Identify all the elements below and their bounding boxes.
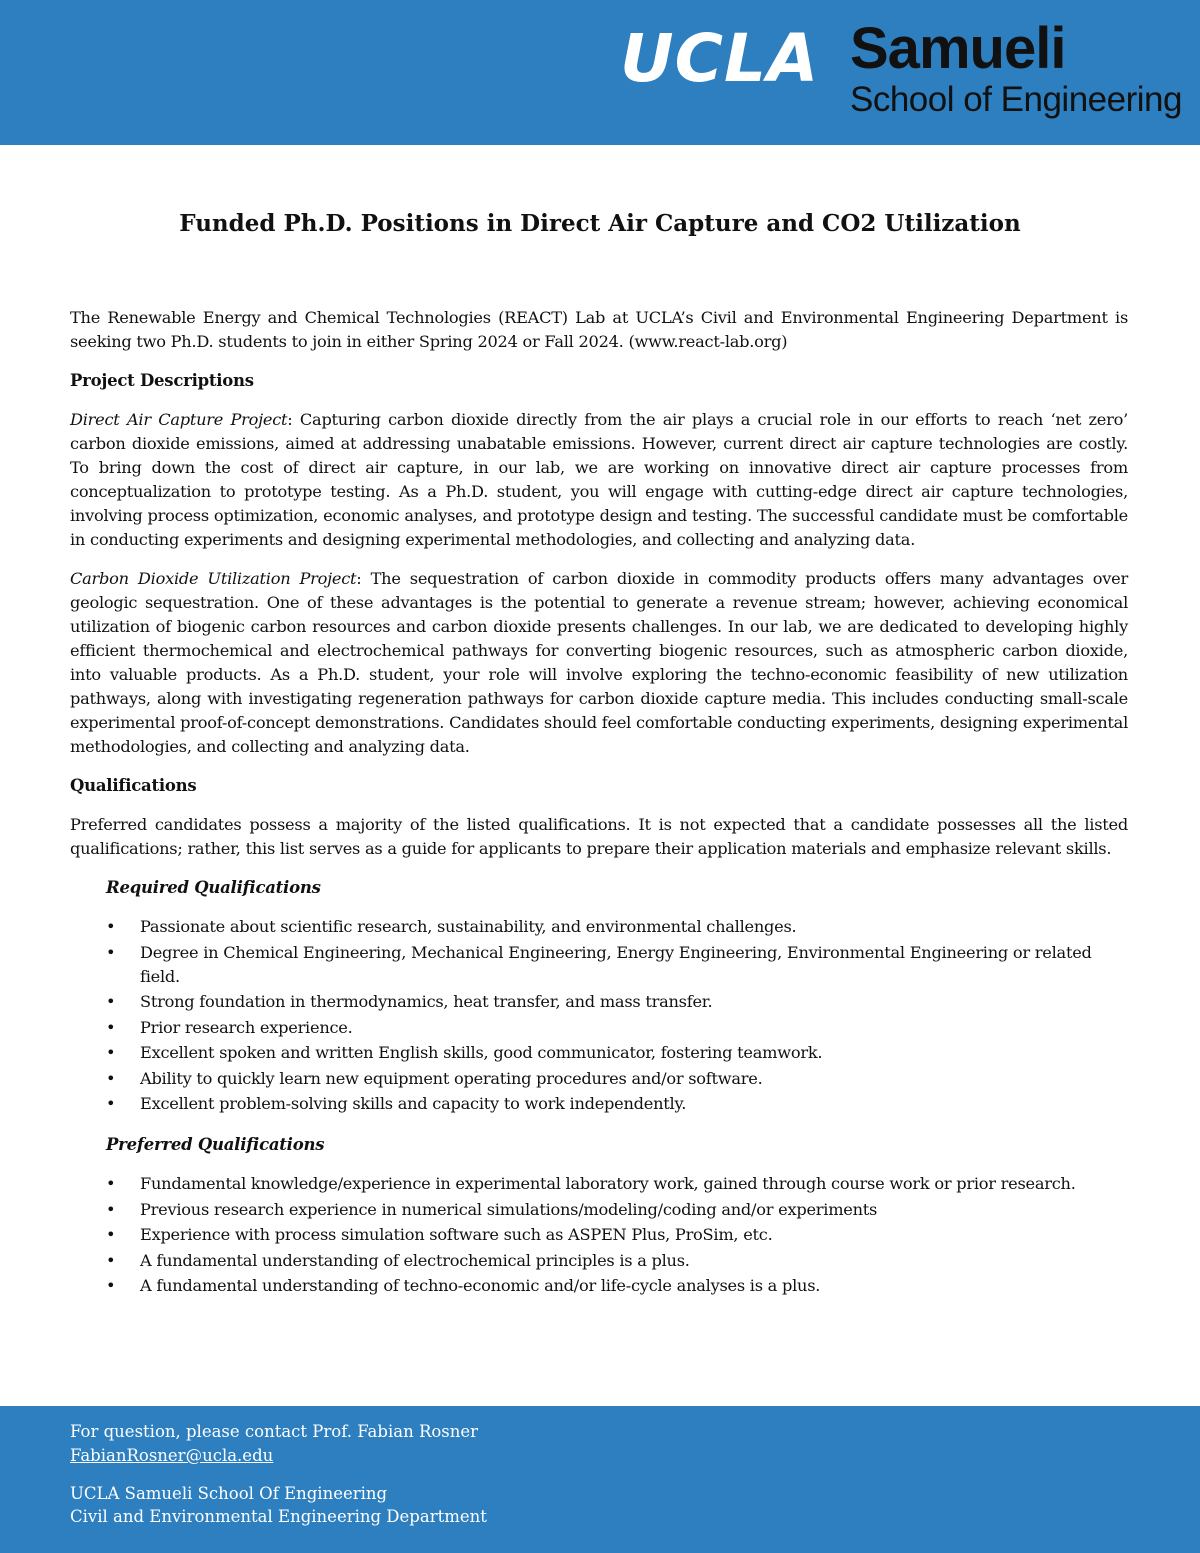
school-of-engineering-logo-text: School of Engineering — [850, 80, 1182, 119]
list-item-text: Previous research experience in numerical simulations/modeling/coding and/or experiments — [140, 1199, 878, 1219]
bullet-icon: • — [106, 942, 116, 962]
list-item — [106, 1092, 1128, 1116]
list-item — [106, 941, 1128, 989]
direct-air-capture-paragraph — [70, 408, 1128, 552]
list-item — [106, 1041, 1128, 1065]
qualifications-intro: Preferred candidates possess a majority of the listed qualifications. It is not expected that a candidate possesses all the listed qualifications; rather, this list serves as a guide for applicants to prepare their application materials and emphasize relevant skills. — [70, 815, 1128, 858]
direct-air-capture-label: Direct Air Capture Project — [70, 410, 288, 429]
bullet-icon: • — [106, 1199, 116, 1219]
list-item-text: Fundamental knowledge/experience in experimental laboratory work, gained through course work or prior research. — [140, 1174, 1076, 1193]
bullet-icon: • — [106, 992, 116, 1011]
ucla-logo: UCLA — [620, 20, 820, 97]
bullet-icon: • — [106, 1225, 116, 1244]
bullet-icon: • — [106, 1174, 116, 1193]
list-item — [106, 1249, 1128, 1273]
header-banner — [0, 0, 1200, 145]
list-item — [106, 1172, 1128, 1196]
list-item-text: Degree in Chemical Engineering, Mechanical Engineering, Energy Engineering, Environmental Engineering or related field. — [140, 942, 1092, 986]
footer-school: UCLA Samueli School Of Engineering — [70, 1484, 388, 1503]
direct-air-capture-text: : Capturing carbon dioxide directly from the air plays a crucial role in our efforts to reach ‘net zero’ carbon dioxide emissions, aimed at addressing unabatable emissions. However, current direct air capture technologies are costly. To bring down the cost of direct air capture, in our lab, we are working on innovative direct air capture processes from conceptualization to prototype testing. As a Ph.D. student, you will engage with cutting-edge direct air capture technologies, involving process optimization, economic analyses, and prototype design and testing. The successful candidate must be comfortable in conducting experiments and designing experimental methodologies, and collecting and analyzing data. — [70, 410, 1128, 549]
preferred-qualifications-heading: Preferred Qualifications — [106, 1135, 325, 1154]
list-item-text: Excellent spoken and written English skills, good communicator, fostering teamwork. — [140, 1043, 823, 1062]
list-item-text: Prior research experience. — [140, 1017, 353, 1037]
bullet-icon: • — [106, 917, 116, 936]
preferred-qualifications-list — [70, 1172, 1128, 1298]
co2-utilization-paragraph — [70, 567, 1128, 759]
list-item-text: Strong foundation in thermodynamics, heat transfer, and mass transfer. — [140, 992, 713, 1011]
bullet-icon: • — [106, 1094, 116, 1113]
list-item — [106, 1274, 1128, 1298]
bullet-icon: • — [106, 1276, 116, 1295]
bullet-icon: • — [106, 1250, 116, 1270]
list-item-text: Excellent problem-solving skills and capacity to work independently. — [140, 1094, 687, 1113]
samueli-logo-text: Samueli — [850, 16, 1066, 81]
contact-line: For question, please contact Prof. Fabian Rosner — [70, 1422, 479, 1441]
list-item — [106, 1223, 1128, 1247]
list-item — [106, 1198, 1128, 1222]
co2-utilization-label: Carbon Dioxide Utilization Project — [70, 569, 357, 588]
required-qualifications-heading: Required Qualifications — [106, 878, 321, 897]
list-item-text: A fundamental understanding of techno-economic and/or life-cycle analyses is a plus. — [140, 1276, 821, 1295]
list-item — [106, 915, 1128, 939]
footer-banner — [0, 1406, 1200, 1553]
co2-utilization-text: : The sequestration of carbon dioxide in commodity products offers many advantages over geologic sequestration. One of these advantages is the potential to generate a revenue stream; however, achieving economical utilization of biogenic carbon resources and carbon dioxide presents challenges. In our lab, we are dedicated to developing highly efficient thermochemical and electrochemical pathways for converting biogenic resources, such as atmospheric carbon dioxide, into valuable products. As a Ph.D. student, your role will involve exploring the techno-economic feasibility of new utilization pathways, along with investigating regeneration pathways for carbon dioxide capture media. This includes conducting small-scale experimental proof-of-concept demonstrations. Candidates should feel comfortable conducting experiments, designing experimental methodologies, and collecting and analyzing data. — [70, 569, 1128, 756]
bullet-icon: • — [106, 1068, 116, 1088]
page-title: Funded Ph.D. Positions in Direct Air Capture and CO2 Utilization — [179, 210, 1021, 237]
required-qualifications-list — [70, 915, 1128, 1116]
list-item-text: A fundamental understanding of electrochemical principles is a plus. — [140, 1250, 690, 1270]
main-content — [70, 306, 1128, 1315]
list-item-text: Ability to quickly learn new equipment operating procedures and/or software. — [140, 1068, 763, 1088]
list-item — [106, 990, 1128, 1014]
bullet-icon: • — [106, 1017, 116, 1037]
intro-paragraph: The Renewable Energy and Chemical Technologies (REACT) Lab at UCLA’s Civil and Environmental Engineering Department is seeking two Ph.D. students to join in either Spring 2024 or Fall 2024. (www.react-lab.org) — [70, 308, 1128, 351]
qualifications-heading: Qualifications — [70, 776, 197, 795]
list-item — [106, 1067, 1128, 1091]
list-item-text: Experience with process simulation software such as ASPEN Plus, ProSim, etc. — [140, 1225, 773, 1244]
bullet-icon: • — [106, 1043, 116, 1062]
footer-department: Civil and Environmental Engineering Department — [70, 1507, 487, 1526]
list-item-text: Passionate about scientific research, sustainability, and environmental challenges. — [140, 917, 797, 936]
contact-email-link[interactable]: FabianRosner@ucla.edu — [70, 1446, 274, 1465]
project-descriptions-heading: Project Descriptions — [70, 371, 254, 390]
list-item — [106, 1016, 1128, 1040]
